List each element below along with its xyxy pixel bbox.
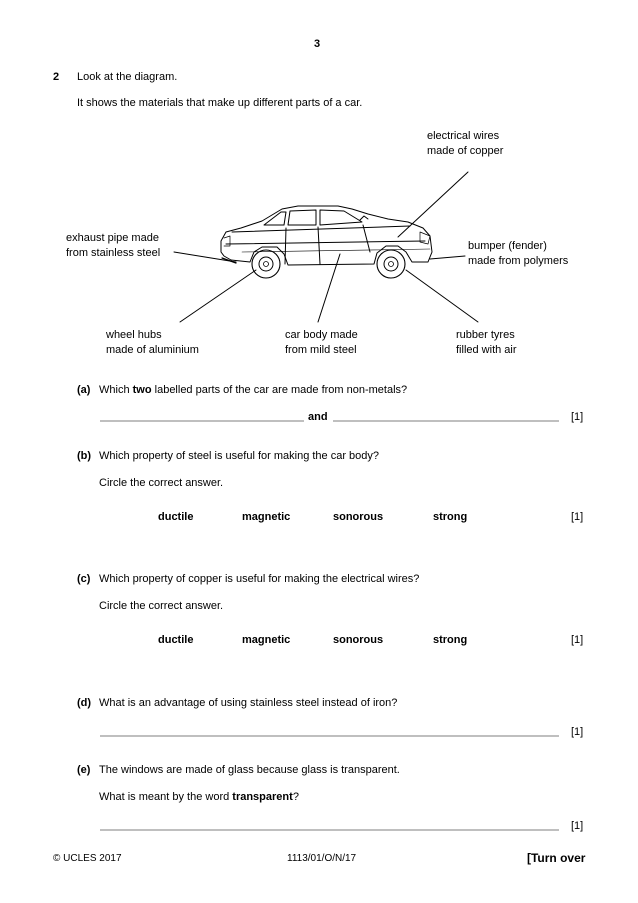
option-b-strong[interactable]: strong — [433, 511, 468, 523]
option-b-ductile[interactable]: ductile — [158, 511, 194, 523]
option-c-sonorous[interactable]: sonorous — [333, 634, 384, 646]
option-c-magnetic[interactable]: magnetic — [242, 634, 291, 646]
part-d-label: (d) — [77, 697, 92, 709]
label-wheel-hubs: wheel hubs made of aluminium — [106, 329, 199, 356]
question-intro-2: It shows the materials that make up different parts of a car. — [77, 97, 363, 109]
footer-turn-over: [Turn over — [527, 851, 586, 865]
answer-line-a-1[interactable] — [100, 420, 304, 422]
part-c-question: Which property of copper is useful for making the electrical wires? — [99, 573, 420, 585]
part-a-mark: [1] — [571, 411, 584, 423]
part-a-question: Which two labelled parts of the car are made from non-metals? — [99, 384, 408, 396]
footer-copyright: © UCLES 2017 — [53, 853, 122, 864]
part-b-label: (b) — [77, 450, 92, 462]
page-number: 3 — [314, 38, 321, 50]
part-d-question: What is an advantage of using stainless steel instead of iron? — [99, 697, 398, 709]
part-e-question: What is meant by the word transparent? — [99, 791, 299, 803]
question-number: 2 — [53, 71, 60, 83]
part-a-label: (a) — [77, 384, 91, 396]
rear-tyre — [252, 250, 280, 278]
option-c-strong[interactable]: strong — [433, 634, 468, 646]
front-hub — [384, 257, 398, 271]
answer-line-e[interactable] — [100, 829, 559, 831]
part-b-instruction: Circle the correct answer. — [99, 477, 224, 489]
part-e-mark: [1] — [571, 820, 584, 832]
part-b-question: Which property of steel is useful for making the car body? — [99, 450, 380, 462]
part-d-mark: [1] — [571, 726, 584, 738]
part-c-instruction: Circle the correct answer. — [99, 600, 224, 612]
part-c-label: (c) — [77, 573, 91, 585]
rear-hub — [259, 257, 273, 271]
part-c-mark: [1] — [571, 634, 584, 646]
label-rubber-tyres: rubber tyres filled with air — [456, 329, 517, 356]
footer-code: 1113/01/O/N/17 — [287, 853, 357, 864]
leader-lines — [174, 172, 478, 322]
part-a-and: and — [308, 411, 328, 423]
answer-line-d[interactable] — [100, 735, 559, 737]
wheels — [252, 250, 405, 278]
option-c-ductile[interactable]: ductile — [158, 634, 194, 646]
label-car-body: car body made from mild steel — [285, 329, 358, 356]
label-electrical-wires: electrical wires made of copper — [427, 130, 504, 157]
part-e-label: (e) — [77, 764, 91, 776]
front-tyre — [377, 250, 405, 278]
answer-line-a-2[interactable] — [333, 420, 559, 422]
label-bumper: bumper (fender) made from polymers — [468, 240, 569, 267]
part-b-mark: [1] — [571, 511, 584, 523]
label-exhaust-pipe: exhaust pipe made from stainless steel — [66, 232, 161, 259]
part-e-line1: The windows are made of glass because glass is transparent. — [99, 764, 400, 776]
option-b-magnetic[interactable]: magnetic — [242, 511, 291, 523]
option-b-sonorous[interactable]: sonorous — [333, 511, 384, 523]
question-intro-1: Look at the diagram. — [77, 71, 178, 83]
